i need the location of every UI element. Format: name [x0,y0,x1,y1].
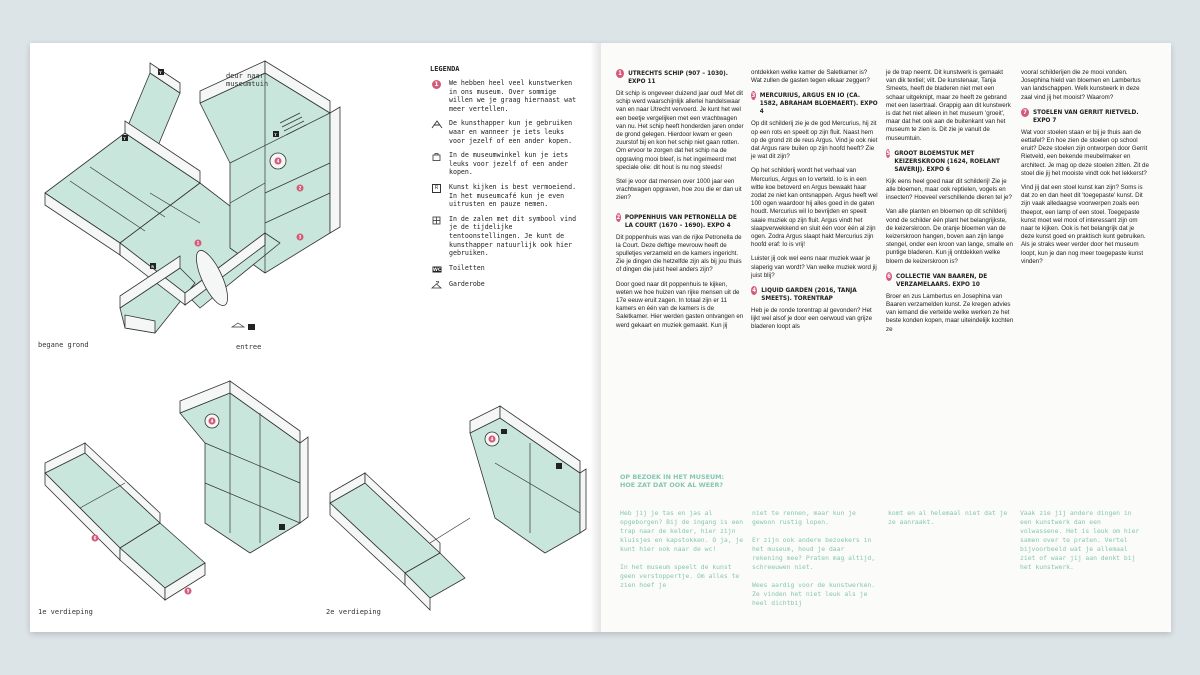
svg-text:4: 4 [210,418,214,424]
svg-text:3: 3 [298,234,302,240]
svg-text:T: T [274,132,277,137]
floor-label-second: 2e verdieping [326,608,381,616]
paragraph: Van alle planten en bloemen op dit schilderij vond de schilder één plant het belangrijkste, de keizerskroon. De oranje bloemen van de keizerskroon hangen, boven aan zijn lange stengel, onder een kroon van lange, smalle en puntige bladeren. Kun jij ontdekken welke bloem de keizerskroon is? [886,208,1013,265]
section-title-text: COLLECTIE VAN BAAREN, DE VERZAMELAARS. EXPO 10 [896,271,988,288]
svg-text:WC: WC [432,267,441,273]
toilet-icon [430,265,443,274]
paragraph: Door goed naar dit poppenhuis te kijken, weten we hoe huizen van rijke mensen uit de 17e eeuw eruit zagen. In totaal zijn er 11 kamers en één van de kamers is de Saletkamer. Hier werden gasten ontvangen en werd gekaart en muziek gemaakt. Kun jij [616,280,744,329]
visit-paragraph: Er zijn ook andere bezoekers in het museum, houd je daar rekening mee? Praten mag altijd, schreeuwen niet. [752,536,876,571]
ground-floor-drawing [30,43,430,373]
paragraph: Op dit schilderij zie je de god Mercurius, hij zit op een rots en speelt op zijn fluit. Naast hem op de grond zit de reus Argus. Vind je ook niet dat Argus rare builen op zijn hoofd heeft? Zie je wat dit zijn? [751,120,878,161]
visit-paragraph: niet te rennen, maar kun je gewoon rustig lopen. [752,509,856,526]
number-marker-icon: 1 [430,80,443,89]
section-title-text: POPPENHUIS VAN PETRONELLA DE LA COURT (1670 – 1690). EXPO 4 [624,212,737,229]
visit-paragraph: Vaak zie jij andere dingen in een kunstwerk dan een volwassene. Het is leuk om hier samen over te praten. Vertel bijvoorbeeld wat je allemaal ziet of waar jij aan denkt bij het kunstwerk. [1020,509,1140,571]
svg-text:2: 2 [298,185,302,191]
legend-text: Kunst kijken is best vermoeiend. In het museumcafé kun je even uitrusten en pauze nemen. [449,182,577,209]
text-column-1 [616,69,744,336]
brochure-spread [30,43,1171,632]
svg-text:R: R [151,264,154,269]
wardrobe-icon [430,281,443,290]
section-number: 6 [887,272,891,280]
text-column-3 [886,69,1014,340]
section-title [616,213,744,229]
visit-section-title: OP BEZOEK IN HET MUSEUM: HOE ZAT DAT OOK AL WEER? [620,473,725,489]
svg-text:T: T [159,70,162,75]
left-page [30,43,600,632]
section-title [616,69,744,85]
legend-item [430,280,582,290]
paragraph: ontdekken welke kamer de Saletkamer is? Wat zullen de gasten tegen elkaar zeggen? [751,69,870,85]
section-title [751,286,879,302]
visit-column-2 [752,509,878,617]
section-number: 2 [616,213,621,221]
visit-paragraph: Heb jij je tas en jas al opgeborgen? Bij de ingang is een trap naar de kelder, hier zijn kluisjes en kapstokken. O ja, je kunt hier ook naar de wc! [620,509,744,553]
legend-text: De kunsthapper kun je gebruiken waar en wanneer je iets leuks voor jezelf of een ander kopen. [449,119,573,145]
visit-paragraph: Wees aardig voor de kunstwerken. Ze vinden het niet leuk als je heel dichtbij [752,581,876,607]
text-column-4 [1021,69,1149,272]
text-column-2 [751,69,879,338]
section-title [886,272,1014,288]
legend-item [430,264,582,274]
first-floor-plan [30,373,320,632]
paragraph: Op het schilderij wordt het verhaal van Mercurius, Argus en Io verteld. Io is in een witte koe betoverd en Argus bewaakt haar zodat ze niet kan ontsnappen. Argus heeft wel 100 ogen waardoor hij alles goed in de gaten houdt. Mercurius wil Io bevrijden en speelt saaie muziek op zijn fluit. Argus vindt het slaapverwekkend en sluit één voor één al zijn ogen. Zodra Argus slaapt hakt Mercurius zijn hoofd eraf: Io is vrij! [751,167,878,249]
legend-item [430,183,582,209]
paragraph: Kijk eens heel goed naar dit schilderij! Zie je alle bloemen, maar ook reptielen, vogels en insecten? Hoeveel verschillende dieren tel je? [886,177,1012,202]
kunsthapper-icon [430,120,443,129]
visit-paragraph: In het museum speelt de kunst geen verstoppertje. Om alles te zien hoef je [620,563,740,589]
floor-label-first: 1e verdieping [38,608,93,616]
paragraph: Dit poppenhuis was van de rijke Petronella de la Court. Deze deftige mevrouw heeft de spulletjes verzameld en de kamers ingericht. Zie je dingen die hetzelfde zijn als bij jou thuis of dingen die juist heel anders zijn? [616,233,742,274]
paragraph: Stel je voor dat mensen over 1000 jaar een vrachtwagen opgraven, hoe zou die er dan uit zien? [616,178,742,202]
entrance-label: entree [236,343,262,351]
svg-text:T: T [123,136,126,141]
floor-label-ground: begane grond [38,341,89,349]
svg-text:1: 1 [196,240,200,246]
ground-floor-plan [30,43,430,373]
svg-text:5: 5 [186,588,190,594]
paragraph: Dit schip is ongeveer duizend jaar oud! Met dit schip werd waarschijnlijk allerlei handelswaar van en naar Utrecht vervoerd. Je kunt het wel een beetje vergelijken met een vrachtwagen van nu. Het schip heeft honderden jaren onder de grond gelegen. Hierdoor kwam er geen zuurstof bij en kon het schip niet gaan rotten. Om ervoor te zorgen dat het schip na de opgraving mooi bleef, is het ingeimeerd met speciale olie: dit hout is nu nog steeds! [616,90,744,171]
legend-item [430,79,582,113]
legend-text: We hebben heel veel kunstwerken in ons museum. Over sommige willen we je graag hiernaast wat meer vertellen. [449,79,577,113]
legend-item [430,151,582,177]
second-floor-drawing [320,373,590,632]
section-title [886,149,1014,173]
legend-item [430,215,582,258]
section-number: 4 [752,287,757,295]
shop-icon [430,152,443,161]
svg-text:6: 6 [93,535,97,541]
paragraph: Broer en zus Lambertus en Josephina van Baaren verzamelden kunst. Ze kregen advies van iemand die vertelde welke werken ze het beste konden kopen, maar uiteindelijk kochten ze [886,292,1014,333]
second-floor-plan [320,373,590,632]
section-number: 1 [616,69,624,78]
paragraph: Heb je de ronde torentrap al gevonden? Het lijkt wel alsof je door een oerwoud van grijze bladeren loopt als [751,307,873,331]
section-title-text: STOELEN VAN GERRIT RIETVELD. EXPO 7 [1032,107,1139,124]
section-title [751,91,879,115]
legend-text: Toiletten [449,263,485,272]
section-number: 5 [886,149,891,157]
door-to-garden-label: deur naar museumtuin [226,72,269,88]
paragraph: Vind jij dat een stoel kunst kan zijn? Soms is dat zo en dan heet dit 'toegepaste' kunst. Dit zijn vaak alledaagse voorwerpen zoals een theepot, een lamp of een stoel. Toegepaste kunst moet wel mooi of interessant zijn om naar te kijken. Ook is het belangrijk dat je deze kunst goed en praktisch kunt gebruiken. Als je straks weer verder door het museum loopt, kun je dan nog meer toegepaste kunst vinden? [1021,184,1146,265]
legend-text: In de museumwinkel kun je iets leuks voor jezelf of een ander kopen. [449,151,569,177]
legend-text: Garderobe [449,279,485,288]
section-title-text: LIQUID GARDEN (2016, TANJA SMEETS). TORENTRAP [761,286,857,303]
svg-text:4: 4 [276,158,280,164]
section-number: 3 [751,92,756,100]
legend-item [430,119,582,145]
first-floor-drawing [30,373,320,632]
paragraph: vooral schilderijen die ze mooi vonden. Josephina hield van bloemen en Lambertus van landschappen. Welk kunstwerk in deze zaal vind jij het mooist? Waarom? [1021,69,1141,101]
section-title-text: UTRECHTS SCHIP (907 – 1030). EXPO 11 [628,69,728,85]
visit-column-3 [888,509,1014,536]
cafe-icon: R [430,184,443,193]
section-title-text: MERCURIUS, ARGUS EN IO (CA. 1582, ABRAHAM BLOEMAERT). EXPO 4 [759,91,878,116]
section-title-text: GROOT BLOEMSTUK MET KEIZERSKROON (1624, ROELANT SAVERIJ). EXPO 6 [894,148,1000,173]
paragraph: Luister jij ook wel eens naar muziek waar je slaperig van wordt? Van welke muziek word jij juist blij? [751,255,877,279]
section-number: 7 [1021,108,1029,117]
svg-text:4: 4 [490,436,494,442]
legend [430,65,582,296]
paragraph: je de trap neemt. Dit kunstwerk is gemaakt van dik textiel; vilt. De kunstenaar, Tanja Smeets, heeft de bladeren niet met een schaar uitgeknipt, maar ze heeft ze gebrand met een lasertraal. Grappig aan dit kunstwerk is dat het niet alleen in het museum 'groeit', maar dat het ook aan de buitenkant van het museum te zien is. Dit zie je vanuit de museumtuin. [886,69,1011,142]
section-title [1021,108,1149,124]
visit-column-1 [620,509,746,599]
visit-column-4 [1020,509,1146,581]
paragraph: Wat voor stoelen staan er bij je thuis aan de eettafel? En hoe zien de stoelen op school eruit? Deze stoelen zijn ontworpen door Gerrit Rietveld, een bekende meubelmaker en architect. Je mag op deze stoelen zitten. Zit de stoel die jij het mooiste vindt ook het lekkerst? [1021,128,1149,177]
legend-title: LEGENDA [430,65,460,73]
exhibition-icon [430,216,443,225]
legend-text: In de zalen met dit symbool vind je de tijdelijke tentoonstellingen. Je kunt de kunsthapper natuurlijk ook hier gebruiken. [449,214,577,258]
visit-paragraph: komt en al helemaal niet dat je ze aanraakt. [888,509,1008,526]
